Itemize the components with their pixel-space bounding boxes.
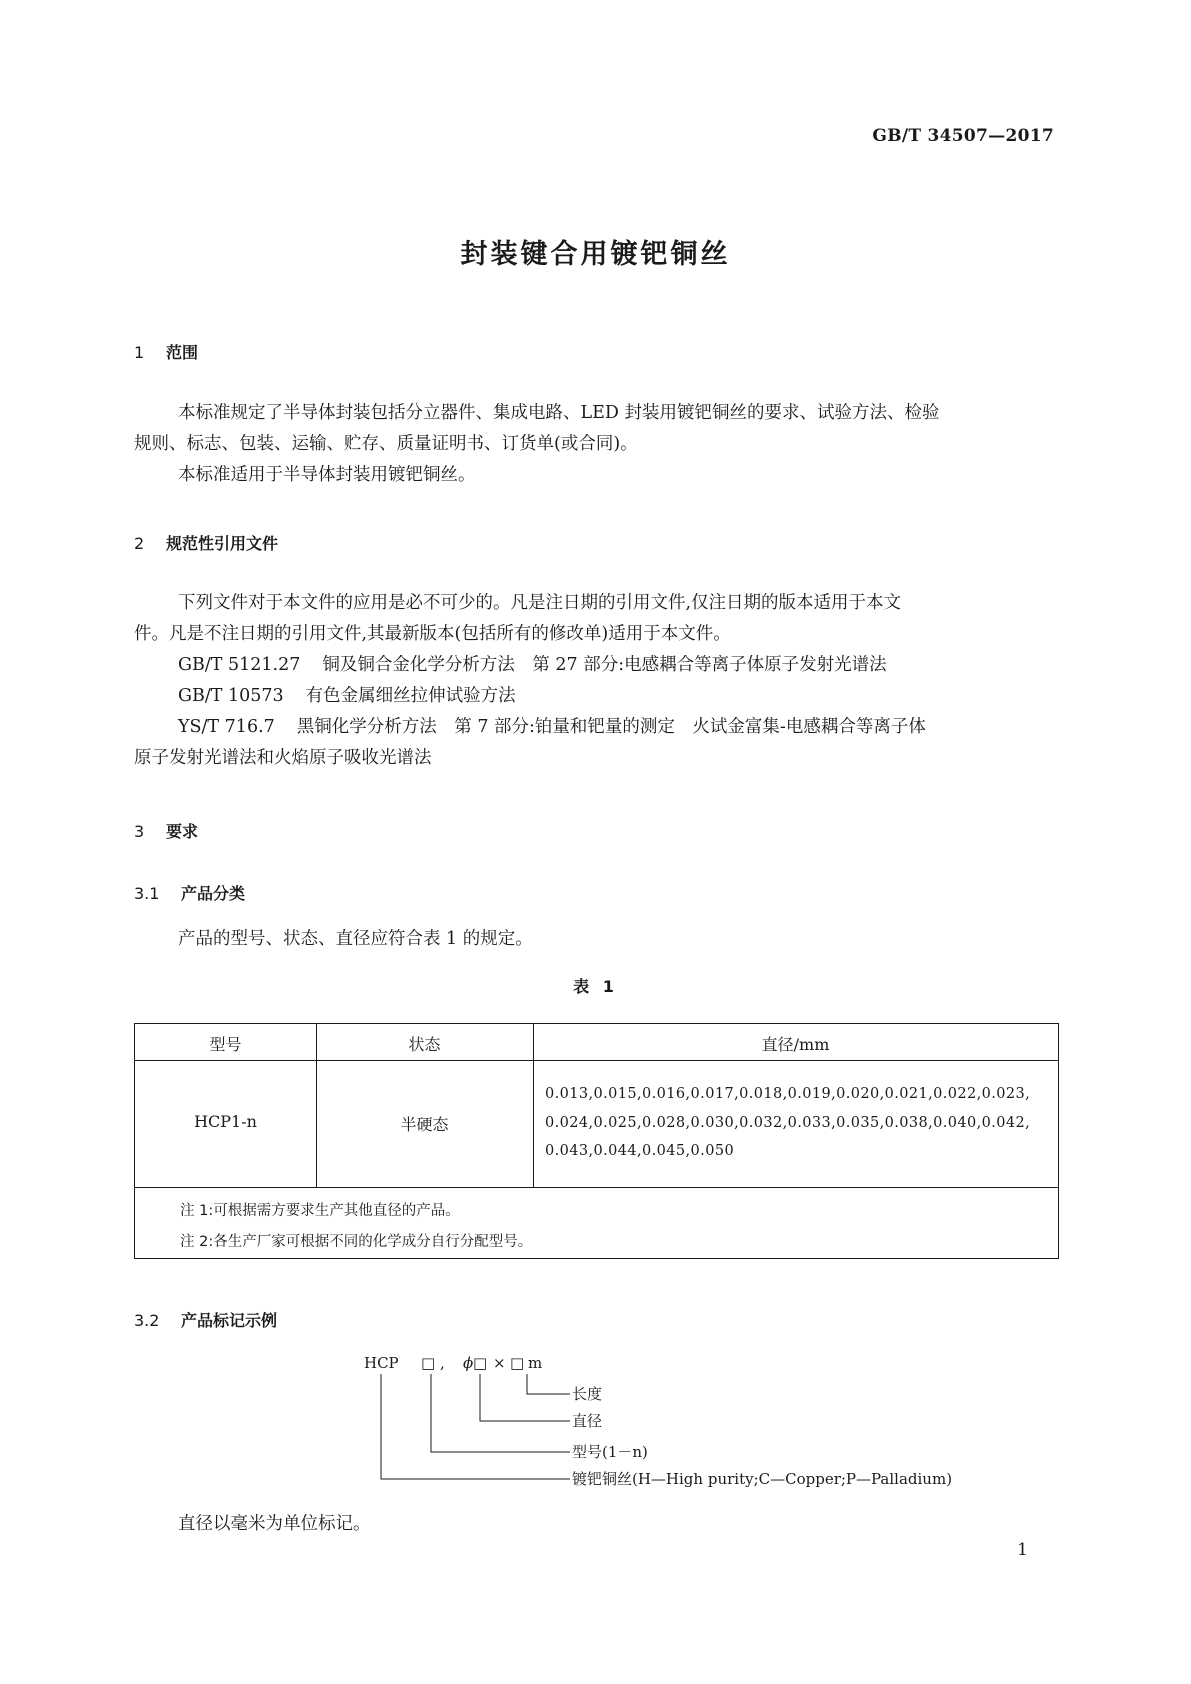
diameter-line: 0.013,0.015,0.016,0.017,0.018,0.019,0.020,0.021,0.022,0.023,	[545, 1086, 1031, 1102]
paragraph-line: 规则、标志、包装、运输、贮存、质量证明书、订货单(或合同)。	[134, 434, 638, 454]
reference-code: GB/T 5121.27	[178, 655, 301, 675]
reference-title: 黑铜化学分析方法 第 7 部分:铂量和钯量的测定 火试金富集-电感耦合等离子体	[296, 717, 926, 737]
section-title: 范围	[166, 343, 199, 362]
table-cell-state: 半硬态	[400, 1115, 449, 1134]
leader-line-length	[527, 1374, 570, 1394]
marking-box-diameter: □	[473, 1354, 488, 1372]
standard-code: GB/T 34507—2017	[872, 126, 1054, 146]
paragraph-line: 本标准规定了半导体封装包括分立器件、集成电路、LED 封装用镀钯铜丝的要求、试验方法、检验	[178, 403, 940, 423]
table-note: 注 2:各生产厂家可根据不同的化学成分自行分配型号。	[180, 1234, 533, 1250]
reference-continuation: 原子发射光谱法和火焰原子吸收光谱法	[134, 748, 432, 768]
table-caption: 表 1	[573, 977, 618, 996]
leader-line-diameter	[480, 1374, 570, 1421]
marking-box-length: □	[510, 1354, 525, 1372]
marking-unit: m	[528, 1354, 543, 1372]
section-title: 规范性引用文件	[166, 534, 279, 553]
marking-prefix: HCP	[364, 1354, 399, 1372]
diameter-line: 0.043,0.044,0.045,0.050	[545, 1143, 735, 1159]
section-title: 要求	[166, 822, 199, 841]
reference-code: YS/T 716.7	[178, 717, 275, 737]
table-header-diameter: 直径/mm	[761, 1035, 830, 1054]
marking-label-diameter: 直径	[572, 1412, 603, 1430]
leader-line-material	[381, 1374, 570, 1479]
table-header-model: 型号	[209, 1035, 242, 1054]
marking-label-length: 长度	[572, 1385, 603, 1403]
table-cell-model: HCP1-n	[194, 1112, 257, 1131]
marking-times: ×	[493, 1354, 506, 1372]
marking-label-material: 镀钯铜丝(H—High purity;C—Copper;P—Palladium)	[572, 1470, 953, 1488]
marking-label-model: 型号(1－n)	[572, 1443, 648, 1461]
reference-code: GB/T 10573	[178, 686, 284, 706]
leader-line-model	[431, 1374, 570, 1452]
marking-box-model: □	[421, 1354, 436, 1372]
subsection-3-1-text: 产品的型号、状态、直径应符合表 1 的规定。	[178, 929, 533, 949]
table-header-state: 状态	[408, 1035, 441, 1054]
reference-title: 铜及铜合金化学分析方法 第 27 部分:电感耦合等离子体原子发射光谱法	[322, 655, 887, 675]
subsection-number: 3.2	[134, 1311, 160, 1330]
diameter-line: 0.024,0.025,0.028,0.030,0.032,0.033,0.035,0.038,0.040,0.042,	[545, 1114, 1031, 1131]
section-number: 2	[134, 534, 145, 553]
section-number: 3	[134, 822, 145, 841]
reference-title: 有色金属细丝拉伸试验方法	[305, 686, 516, 706]
marking-phi: ϕ	[463, 1354, 474, 1372]
marking-comma: ,	[440, 1354, 445, 1372]
paragraph-line: 件。凡是不注日期的引用文件,其最新版本(包括所有的修改单)适用于本文件。	[134, 624, 731, 644]
subsection-title: 产品标记示例	[181, 1311, 278, 1330]
section-number: 1	[134, 343, 145, 362]
subsection-number: 3.1	[134, 884, 160, 903]
paragraph-line: 下列文件对于本文件的应用是必不可少的。凡是注日期的引用文件,仅注日期的版本适用于本文	[178, 593, 902, 613]
table-note: 注 1:可根据需方要求生产其他直径的产品。	[180, 1203, 460, 1219]
subsection-3-2-text: 直径以毫米为单位标记。	[178, 1514, 371, 1534]
paragraph: 本标准适用于半导体封装用镀钯铜丝。	[178, 465, 476, 485]
document-title: 封装键合用镀钯铜丝	[460, 239, 731, 270]
page-number: 1	[1017, 1540, 1028, 1560]
subsection-title: 产品分类	[181, 884, 246, 903]
